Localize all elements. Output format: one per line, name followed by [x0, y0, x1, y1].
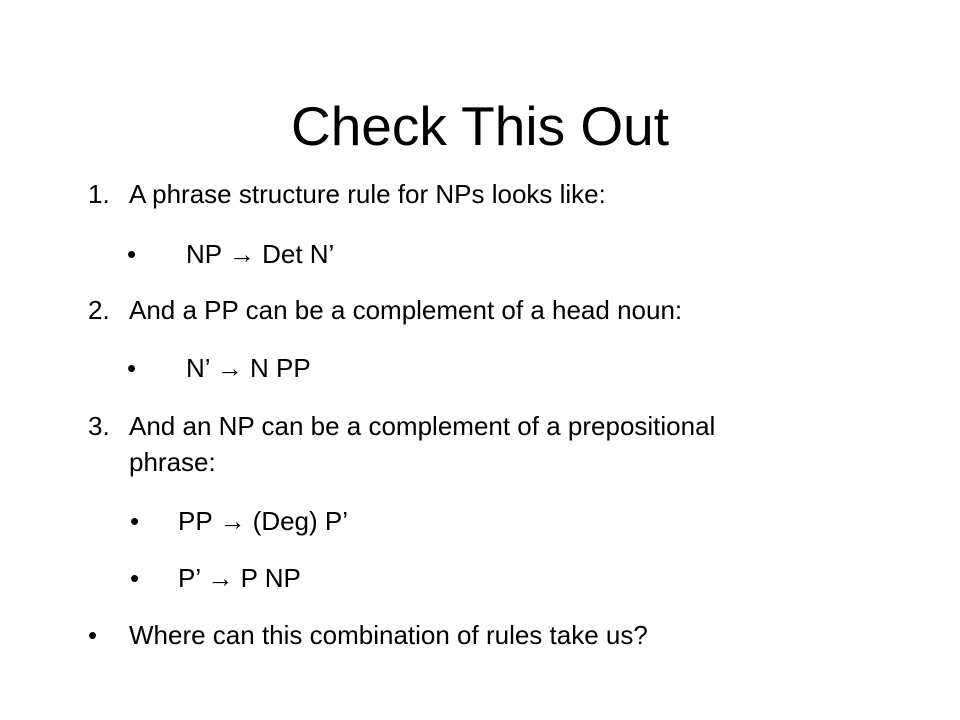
list-item-text-3-continued: phrase:	[129, 447, 216, 477]
rule-np: NP → Det N’	[186, 239, 335, 269]
list-number-1: 1.	[88, 179, 110, 209]
bullet-icon: •	[127, 239, 137, 269]
slide-title: Check This Out	[290, 95, 670, 157]
rule-pp: PP → (Deg) P’	[178, 506, 349, 536]
list-number-3: 3.	[88, 411, 110, 441]
bullet-icon: •	[127, 353, 137, 383]
bullet-icon: •	[88, 620, 98, 650]
closing-question: Where can this combination of rules take us?	[129, 620, 648, 650]
list-item-text-3: And an NP can be a complement of a prepositional	[129, 411, 716, 441]
list-item-text-1: A phrase structure rule for NPs looks like:	[129, 179, 606, 209]
list-item-text-2: And a PP can be a complement of a head noun:	[129, 295, 683, 325]
bullet-icon: •	[130, 563, 140, 593]
list-number-2: 2.	[88, 295, 110, 325]
bullet-icon: •	[130, 506, 140, 536]
rule-pbar: P’ → P NP	[178, 563, 301, 593]
rule-nbar: N’ → N PP	[186, 353, 311, 383]
